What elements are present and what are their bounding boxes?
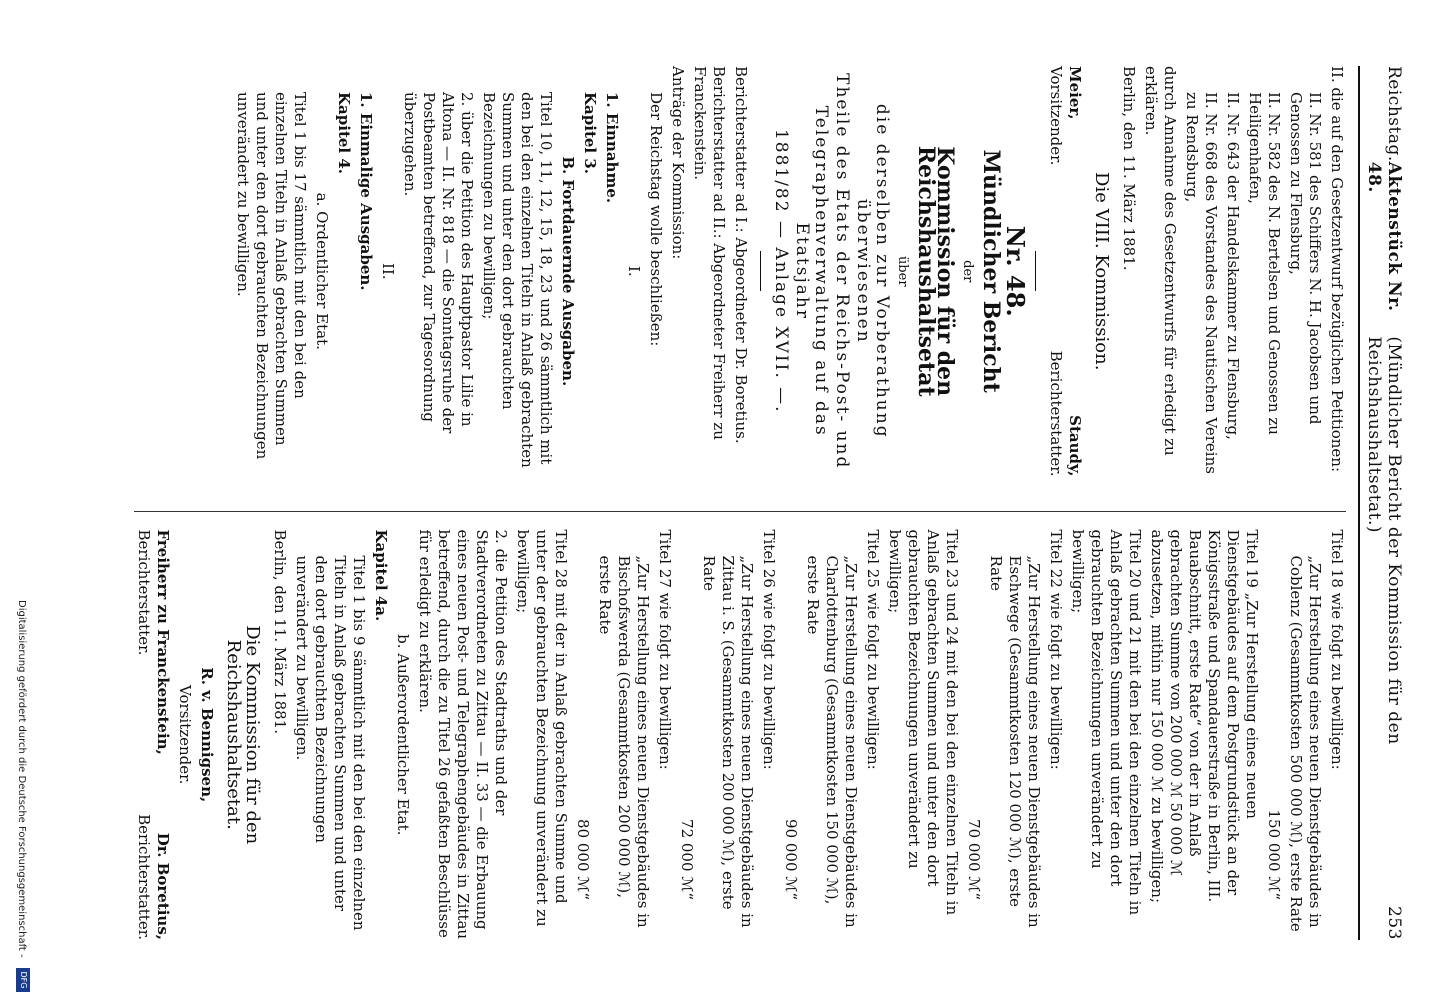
report-title: Mündlicher Bericht [978,149,1004,393]
left-column [134,66,1346,477]
titel-paragraph: Titel 20 und 21 mit den bei den einzelnen Titeln in Anlaß gebrachten Summen und unter den dort gebrauchten Bezeichnungen unverändert zu bewilligen; [1069,529,1144,916]
titel-paragraph: „Zur Herstellung eines neuen Dienstgebäudes in Eschwege (Gesammtkosten 120 000 ℳ), erste Rate [987,555,1043,928]
titel-intro: Titel 25 wie folgt zu bewilligen: [864,529,882,770]
roman-numeral: I. [625,265,643,277]
commission-title: Kommission für den Reichshaushaltsetat [913,145,958,397]
amount: 90 000 ℳ“ [782,819,800,900]
divider [760,251,761,291]
titel-paragraph: Titel 10, 11, 12, 15, 18, 23 und 26 sämmtlich mit den bei den einzelnen Titeln in Anlaß gebrachten Summen und unter den dort gebrauchten Bezeichnungen zu bewilligen; [480,92,555,468]
body-line: die derselben zur Vorberathung überwiesenen [853,103,892,439]
antraege-line: Anträge der Kommission: [669,66,687,260]
titel-paragraph: „Zur Herstellung eines neuen Dienstgebäudes in Charlottenburg (Gesammtkosten 150 000 ℳ), erste Rate [804,555,860,928]
signature-name: Meier, [1066,66,1084,120]
titel-paragraph: Titel 19 „Zur Herstellung eines neuen Dienstgebäudes auf dem Postgrundstück an der Königsstraße und Spandauerstraße in Berlin, III. Bauabschnitt, erste Rate“ von der in Anlaß gebrachten Summe von 200 000 ℳ 50 000 ℳ abzusetzen, mithin nur 150 000 ℳ zu bewilligen; [1148,529,1261,904]
petition-paragraph: 2. die Petition des Stadtraths und der Stadtverordneten zu Zittau — II. 33 — die Erbauung eines neuen Post- und Telegraphengebäudes in Zittau betreffend, durch die zu Titel 26 gefaßten Beschlüsse für erledigt zu erklären. [416,529,510,940]
intro-line: II. Nr. 581 des Schiffers N. H. Jacobsen und Genossen zu Flensburg, [1287,92,1324,425]
header-title: (Mündlicher Bericht der Kommission für den Reichshaushaltsetat.) [1364,336,1404,745]
titel-intro: Titel 18 wie folgt zu bewilligen: [1328,529,1346,770]
signature-role: Berichterstatter. [135,814,153,940]
kapitel-heading: Kapitel 3. [581,92,599,174]
signature-name: Dr. Boretius, [154,832,172,940]
commission-heading: Die VIII. Kommission. [1091,172,1112,371]
document-number-title: Nr. 48. [1001,225,1030,317]
reporter-line: Berichterstatter ad I.: Abgeordneter Dr. Boretius. [732,66,750,444]
intro-line: II. die auf den Gesetzentwurf bezüglichen Petitionen: [1328,66,1346,473]
titel-paragraph: „Zur Herstellung eines neuen Dienstgebäudes in Coblenz (Gesammtkosten 500 000 ℳ), erste Rate [1287,555,1324,932]
signature-role-row [1046,66,1065,477]
date-line: Berlin, den 11. März 1881. [271,529,289,734]
signature-role: Vorsitzender. [1047,66,1065,166]
signature-row [1065,66,1084,477]
roman-numeral: II. [379,262,397,280]
intro-line: II. Nr. 643 der Handelskammer zu Flensburg, [1224,92,1242,440]
commission-heading: Die Kommission für den Reichshaushaltsetat. [223,625,263,845]
signature-row [153,530,172,941]
reporter-line: Berichterstatter ad II.: Abgeordneter Freiherr zu Franckenstein. [691,66,728,440]
body-line: Theile des Etats der Reichs-Post- und [832,73,852,470]
signature-name: Freiherr zu Franckenstein, [154,529,172,755]
kapitel-heading: Kapitel 4a. [372,529,390,622]
section-heading: 1. Einnahme. [603,92,621,204]
right-column [134,511,1346,941]
header-left: Reichstag. [1384,66,1404,162]
titel-intro: Titel 26 wie folgt zu bewilligen: [760,529,778,770]
chair-role: Vorsitzender. [176,685,194,785]
signature-name: Staudy, [1066,415,1084,477]
titel-paragraph: Titel 1 bis 9 sämmtlich mit den bei den einzelnen Titeln in Anlaß gebrachten Summen und unter den dort gebrauchten Bezeichnungen unverändert zu bewilligen. [293,555,368,931]
page-header [1358,66,1404,940]
date-line: Berlin, den 11. März 1881. [1120,66,1138,271]
ueber-line: über [895,255,910,287]
titel-paragraph: Titel 23 und 24 mit den bei den einzelnen Titeln in Anlaß gebrachten Summen und unter den dort gebrauchten Bezeichnungen unverändert zu bewilligen; [886,529,961,916]
titel-paragraph: Titel 1 bis 17 sämmtlich mit den bei den einzelnen Titeln in Anlaß gebrachten Summen und unter den dort gebrauchten Bezeichnungen unverändert zu bewilligen. [234,92,309,460]
titel-paragraph: Titel 28 mit der in Anlaß gebrachten Summe und unter der gebrauchten Bezeichnung unverändert zu bewilligen; [514,529,570,927]
page-number: 253 [1384,906,1404,940]
divider [1035,251,1036,291]
chair-name: R. v. Bennigsen, [198,667,216,803]
amount: 70 000 ℳ“ [965,819,983,900]
amount: 80 000 ℳ“ [574,819,592,900]
titel-paragraph: „Zur Herstellung eines neuen Dienstgebäudes in Bischofswerda (Gesammtkosten 200 000 ℳ), erste Rate [596,555,652,928]
intro-line: II. Nr. 582 des N. Bertelsen und Genossen zu Heiligenhafen, [1246,92,1283,435]
section-heading: 1. Einmalige Ausgaben. [357,92,375,291]
subsection-heading: b. Außerordentlicher Etat. [394,634,412,836]
petition-paragraph: 2. über die Petition des Hauptpastor Lilie in Altona — II. Nr. 818 — die Sonntagsruhe der Postbeamten betreffend, zur Tagesordnung überzugehen. [401,92,476,434]
titel-paragraph: „Zur Herstellung eines neuen Dienstgebäudes in Zittau i. S. (Gesammtkosten 200 000 ℳ), erste Rate [700,555,756,928]
body-line: 1881/82 — Anlage XVII. —. [771,128,791,414]
intro-line: II. Nr. 668 des Vorstandes des Nautischen Vereins zu Rendsburg, [1183,92,1220,474]
titel-intro: Titel 27 wie folgt zu bewilligen: [656,529,674,770]
amount: 150 000 ℳ“ [1265,809,1283,900]
der-line: der [960,260,975,283]
kapitel-heading: Kapitel 4. [335,92,353,174]
signature-role: Berichterstatter. [1047,350,1065,477]
signature-role-row [134,530,153,941]
titel-intro: Titel 22 wie folgt zu bewilligen: [1047,529,1065,770]
subsection-heading: a. Ordentlicher Etat. [313,192,331,350]
reichstag-line: Der Reichstag wolle beschließen: [647,92,665,347]
amount: 72 000 ℳ“ [678,819,696,900]
header-document-number: Aktenstück Nr. 48. [1364,161,1404,312]
subsection-heading: B. Fortdauernde Ausgaben. [559,156,577,387]
signature-role: Berichterstatter. [135,529,153,656]
body-line: Telegraphenverwaltung auf das Etatsjahr [792,105,831,437]
footer-text: Digitalisierung gefördert durch die Deutsche Forschungsgemeinschaft - [16,600,27,958]
dfg-logo: DFG [16,968,30,992]
intro-line: durch Annahme des Gesetzentwurfs für erledigt zu erklären. [1142,66,1179,456]
